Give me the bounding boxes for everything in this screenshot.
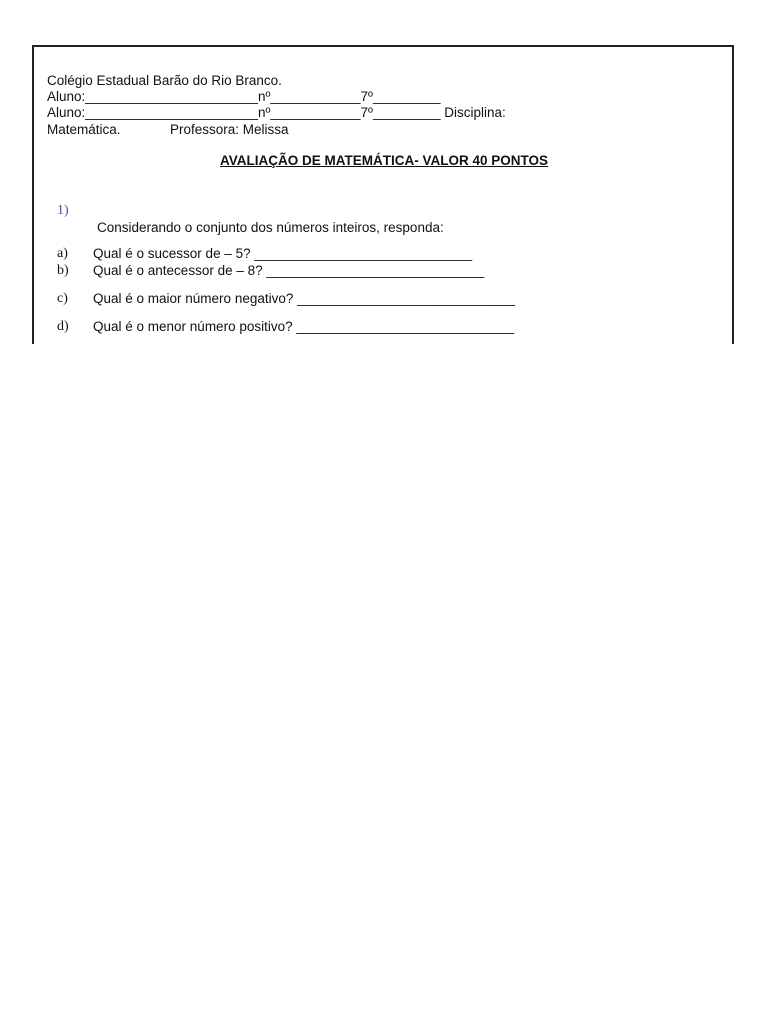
item-label-d: d) xyxy=(57,319,69,334)
item-text-b: Qual é o antecessor de – 8? _____________________________ xyxy=(93,263,485,278)
school-name: Colégio Estadual Barão do Rio Branco. xyxy=(47,73,282,88)
item-text-a: Qual é o sucessor de – 5? _____________________________ xyxy=(93,246,473,261)
item-label-a: a) xyxy=(57,246,68,261)
subject-name: Matemática. xyxy=(47,122,121,137)
item-text-c: Qual é o maior número negativo? _____________________________ xyxy=(93,291,515,306)
student-line-2: Aluno:_______________________nº____________7º_________ Disciplina: xyxy=(47,105,506,120)
student-line-1: Aluno:_______________________nº____________7º_________ xyxy=(47,89,441,104)
question-number: 1) xyxy=(57,203,69,218)
page-title: AVALIAÇÃO DE MATEMÁTICA- VALOR 40 PONTOS xyxy=(219,153,548,168)
teacher-name: Professora: Melissa xyxy=(170,122,289,137)
item-text-d: Qual é o menor número positivo? _____________________________ xyxy=(93,319,515,334)
question-prompt: Considerando o conjunto dos números inteiros, responda: xyxy=(97,220,444,235)
item-label-b: b) xyxy=(57,263,69,278)
item-label-c: c) xyxy=(57,291,68,306)
